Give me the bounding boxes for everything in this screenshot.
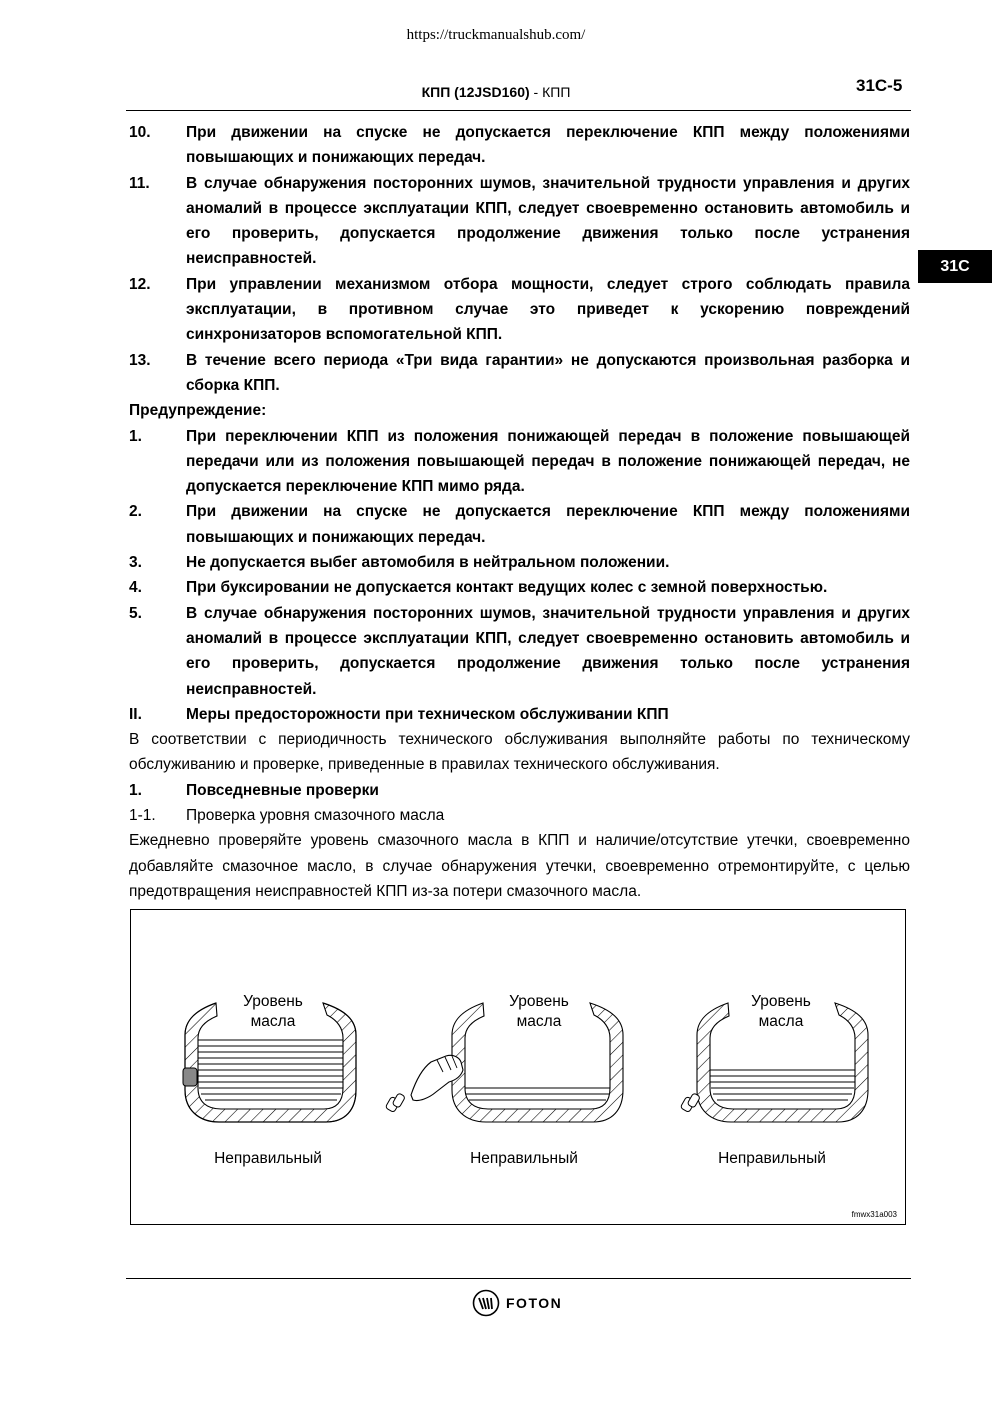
list-item bbox=[129, 171, 910, 272]
item-number: 13. bbox=[129, 351, 151, 369]
caption-2: Неправильный bbox=[470, 1150, 578, 1167]
removed-plug-icon bbox=[680, 1093, 700, 1113]
header-title-rest: - КПП bbox=[529, 84, 571, 100]
item-number: 4. bbox=[129, 579, 142, 597]
list-item bbox=[129, 120, 910, 171]
item-text: При буксировании не допускается контакт ведущих колес с земной поверхностью. bbox=[186, 579, 828, 597]
item-number: 3. bbox=[129, 554, 142, 572]
item-number: 2. bbox=[129, 503, 142, 521]
subsection-number: 1. bbox=[129, 781, 142, 799]
item-text: В течение всего периода «Три вида гарантии» не допускаются произвольная разборка и сборка КПП. bbox=[186, 351, 910, 394]
item-text: В случае обнаружения посторонних шумов, значительной трудности управления и других аномалий в процессе эксплуатации КПП, следует своевременно остановить автомобиль и его проверить, допускается продолжение движения только после устранения неисправностей. bbox=[186, 604, 910, 698]
item-text: При переключении КПП из положения понижающей передач в положение повышающей передачи или из положения повышающей передач в положение понижающей передач, не допускается переключение КПП мимо ряда. bbox=[186, 427, 910, 496]
item-text: При движении на спуске не допускается переключение КПП между положениями повышающих и понижающих передач. bbox=[186, 124, 910, 167]
source-url: https://truckmanualshub.com/ bbox=[406, 27, 586, 43]
removed-plug-icon bbox=[385, 1093, 405, 1113]
page-number: 31C-5 bbox=[856, 76, 903, 95]
foton-logo bbox=[472, 1289, 562, 1317]
oil-level-label-line2: масла bbox=[758, 1013, 804, 1030]
oil-level-label-line1: Уровень bbox=[751, 993, 811, 1010]
section-number: II. bbox=[129, 705, 142, 723]
oil-level-label bbox=[731, 992, 831, 1032]
item-number: 10. bbox=[129, 124, 151, 141]
subsubsection-title: Проверка уровня смазочного масла bbox=[186, 807, 445, 825]
header-title-bold: КПП (12JSD160) bbox=[421, 84, 530, 100]
oil-level-diagram bbox=[131, 910, 907, 1226]
oil-level-label bbox=[223, 992, 323, 1032]
header-rule bbox=[126, 110, 911, 111]
warning-heading: Предупреждение: bbox=[129, 402, 267, 420]
warning-item bbox=[129, 575, 910, 600]
item-text: При управлении механизмом отбора мощности, следует строго соблюдать правила эксплуатации, в противном случае это приведет к ускорению повреждений синхронизаторов вспомогательной КПП. bbox=[186, 275, 910, 344]
caption-1: Неправильный bbox=[214, 1150, 322, 1167]
warning-item bbox=[129, 424, 910, 500]
warning-item bbox=[129, 601, 910, 702]
subsection-title: Повседневные проверки bbox=[186, 781, 379, 799]
oil-level-label bbox=[489, 992, 589, 1032]
item-number: 5. bbox=[129, 604, 142, 622]
section-intro: В соответствии с периодичность технического обслуживания выполняйте работы по техническому обслуживанию и проверке, приведенные в правилах технического обслуживания. bbox=[129, 731, 910, 774]
subsubsection-number: 1-1. bbox=[129, 807, 156, 825]
main-content bbox=[129, 120, 910, 904]
oil-level-label-line1: Уровень bbox=[509, 993, 569, 1010]
foton-emblem-icon bbox=[472, 1289, 500, 1317]
warning-item bbox=[129, 550, 910, 575]
oil-level-figure bbox=[130, 909, 906, 1225]
footer-rule bbox=[126, 1278, 911, 1279]
section-heading bbox=[129, 702, 910, 727]
figure-code: fmwx31a003 bbox=[851, 1210, 897, 1219]
body-paragraph: Ежедневно проверяйте уровень смазочного масла в КПП и наличие/отсутствие утечки, своевременно добавляйте смазочное масло, в случае обнаружения утечки, своевременно отремонтируйте, с целью предотвращения неисправностей КПП из-за потери смазочного масла. bbox=[129, 832, 910, 900]
warning-item bbox=[129, 499, 910, 550]
subsubsection-heading bbox=[129, 803, 910, 828]
item-number: 1. bbox=[129, 427, 142, 445]
drain-plug-icon bbox=[183, 1068, 197, 1086]
caption-3: Неправильный bbox=[718, 1150, 826, 1167]
item-number: 11. bbox=[129, 174, 150, 192]
list-item bbox=[129, 348, 910, 399]
oil-level-label-line2: масла bbox=[516, 1013, 562, 1030]
item-number: 12. bbox=[129, 275, 151, 293]
oil-level-label-line1: Уровень bbox=[243, 993, 303, 1010]
item-text: Не допускается выбег автомобиля в нейтральном положении. bbox=[186, 554, 670, 572]
brand-name: FOTON bbox=[506, 1295, 563, 1311]
list-item bbox=[129, 272, 910, 348]
oil-level-label-line2: масла bbox=[250, 1013, 296, 1030]
running-header bbox=[0, 84, 992, 100]
section-title: Меры предосторожности при техническом обслуживании КПП bbox=[186, 705, 669, 723]
item-text: При движении на спуске не допускается переключение КПП между положениями повышающих и понижающих передач. bbox=[186, 503, 910, 546]
item-text: В случае обнаружения посторонних шумов, значительной трудности управления и других аномалий в процессе эксплуатации КПП, следует своевременно остановить автомобиль и его проверить, допускается продолжение движения только после устранения неисправностей. bbox=[186, 174, 910, 268]
subsection-heading bbox=[129, 778, 910, 803]
section-tab: 31C bbox=[918, 250, 992, 283]
